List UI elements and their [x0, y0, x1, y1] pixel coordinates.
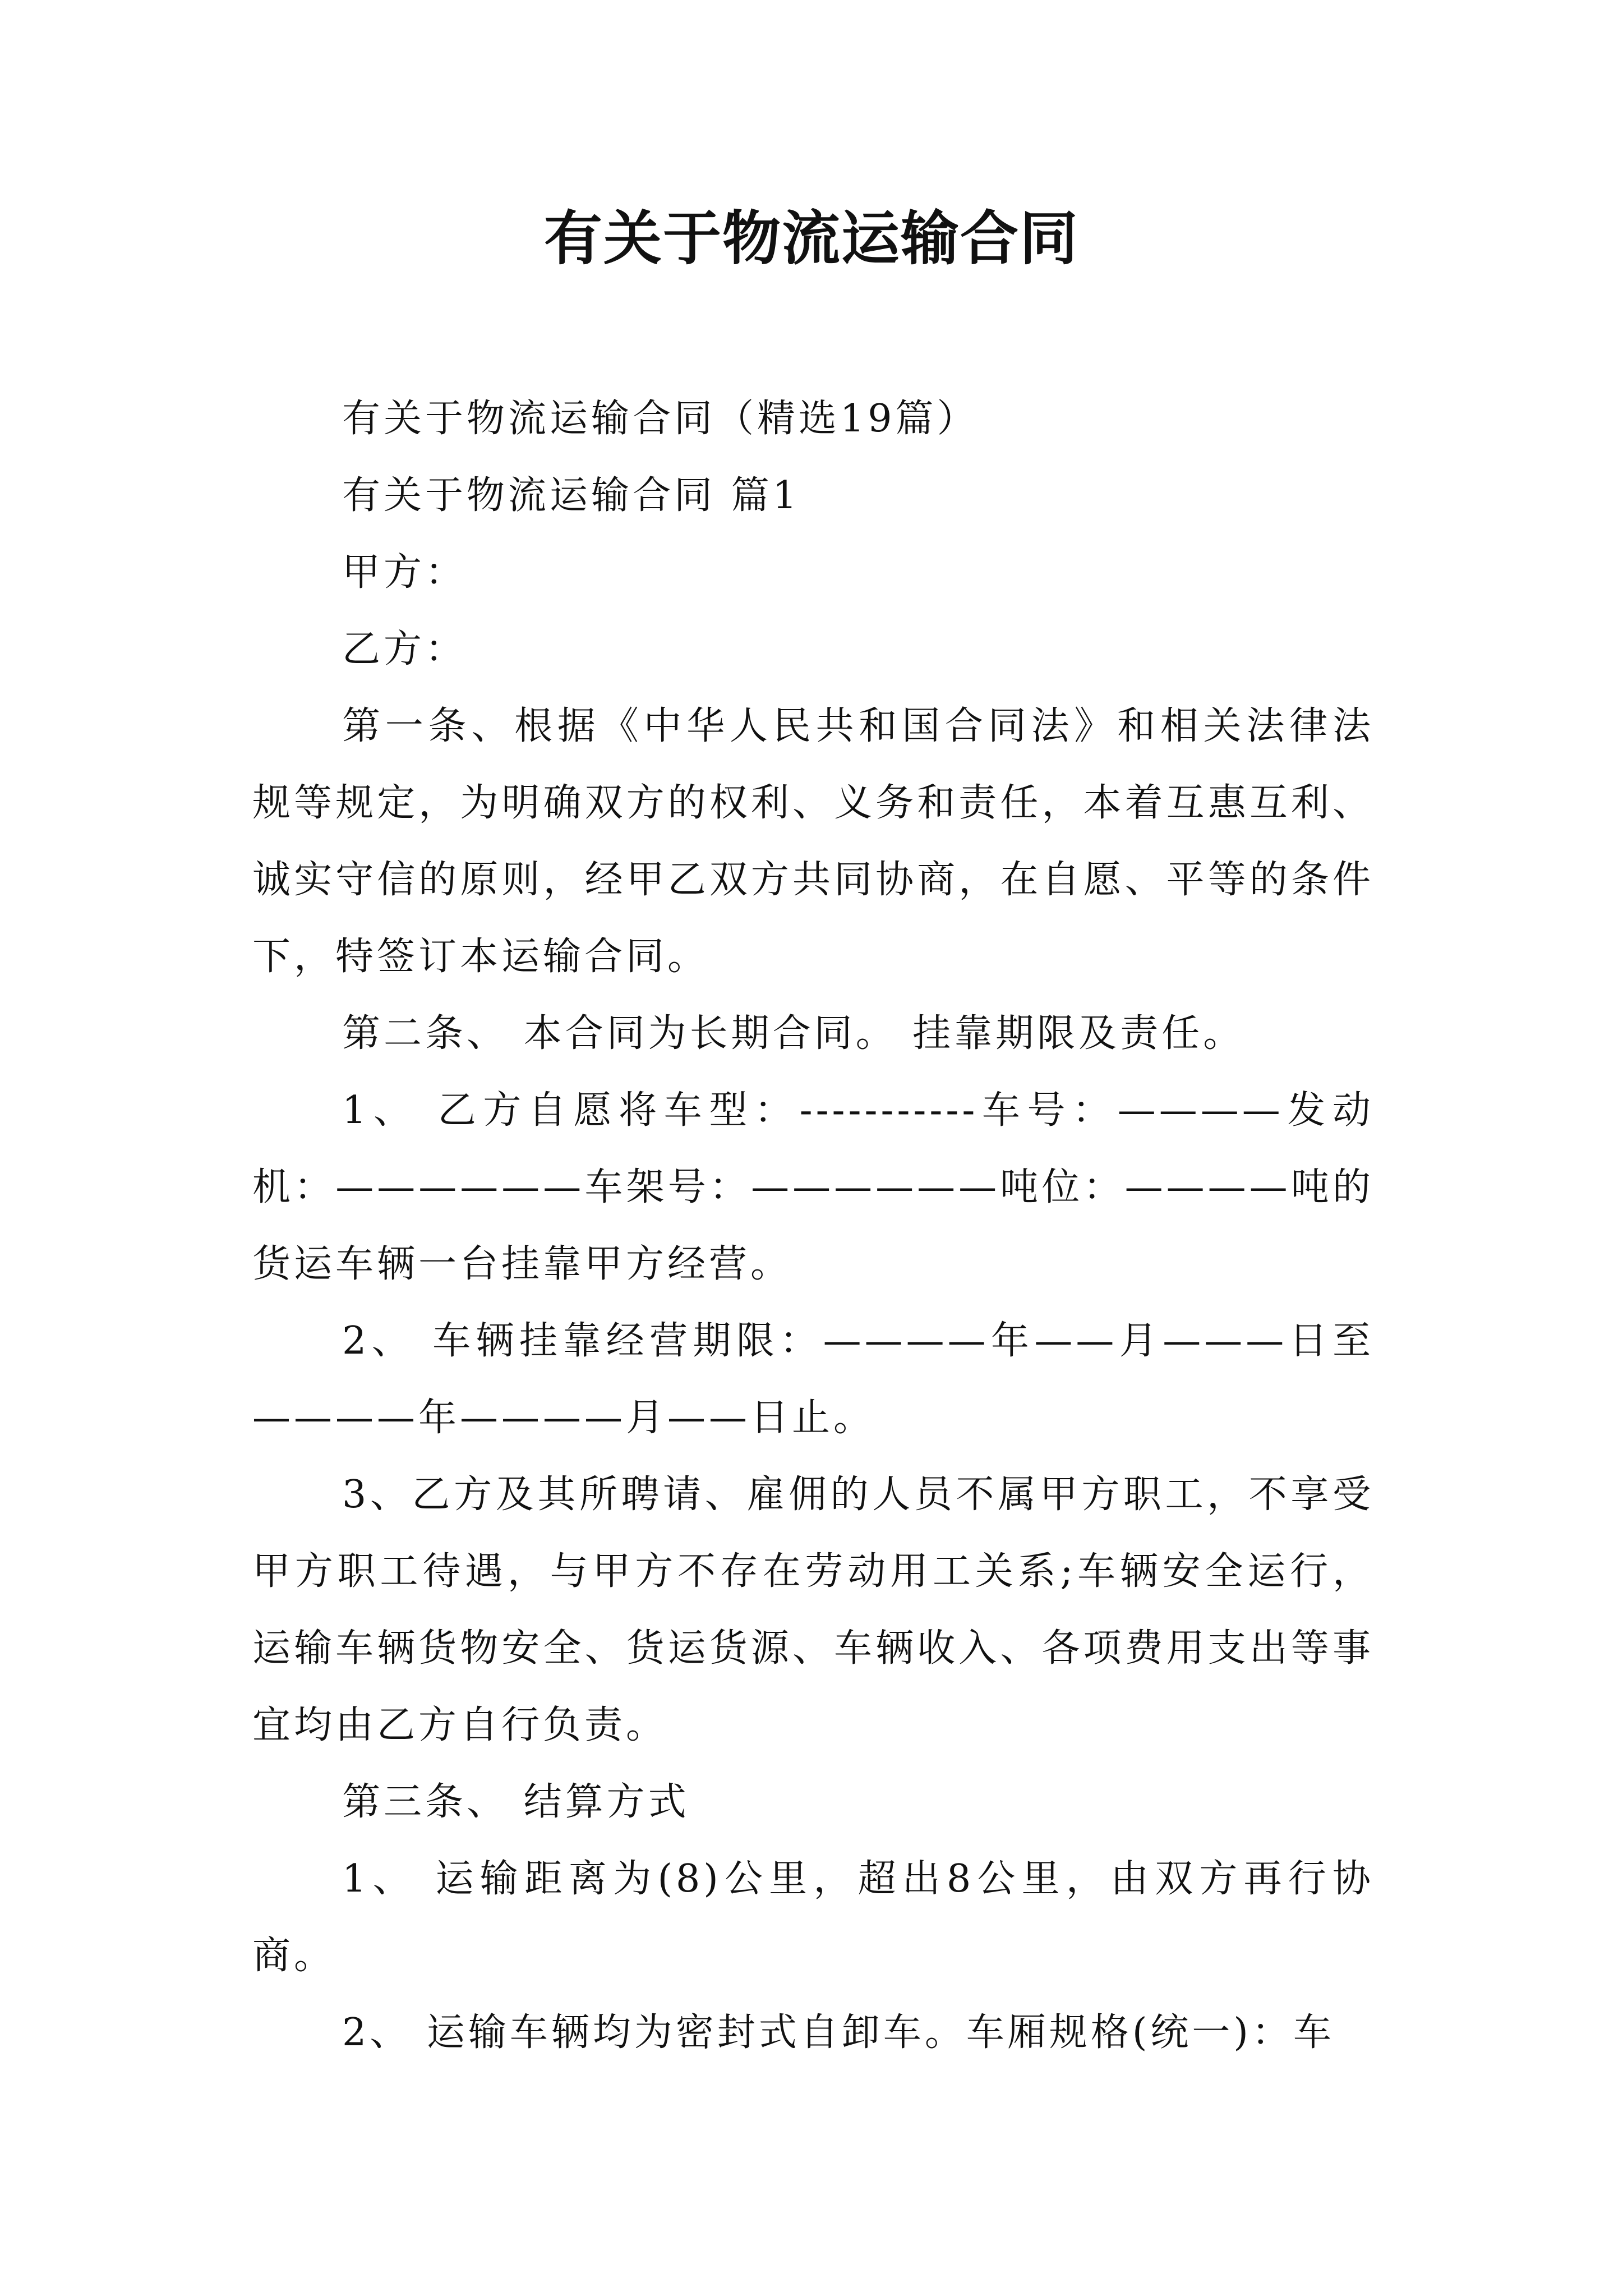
paragraph-subtitle: 有关于物流运输合同（精选19篇） [342, 397, 979, 441]
document-body [252, 380, 1374, 2071]
paragraph-article-3: 第三条、 结算方式 [342, 1780, 690, 1824]
paragraph-article-2-item-1: 1、 乙方自愿将车型：-----------车号：————发动机：——————车架号：——————吨位：————吨的货运车辆一台挂靠甲方经营。 [252, 1088, 1374, 1286]
document-title: 有关于物流运输合同 [543, 204, 1079, 273]
paragraph-article-3-item-1: 1、 运输距离为(8)公里，超出8公里，由双方再行协商。 [252, 1857, 1374, 1978]
paragraph-article-3-item-2: 2、 运输车辆均为密封式自卸车。车厢规格(统一)：车 [342, 2010, 1335, 2055]
paragraph-article-2: 第二条、 本合同为长期合同。 挂靠期限及责任。 [342, 1011, 1245, 1056]
paragraph-article-2-item-3: 3、乙方及其所聘请、雇佣的人员不属甲方职工，不享受甲方职工待遇，与甲方不存在劳动用工关系;车辆安全运行，运输车辆货物安全、货运货源、车辆收入、各项费用支出等事宜均由乙方自行负责。 [252, 1473, 1374, 1747]
paragraph-section-heading: 有关于物流运输合同 篇1 [342, 473, 800, 518]
paragraph-article-2-item-2: 2、 车辆挂靠经营期限：————年——月———日至————年————月——日止。 [252, 1319, 1374, 1440]
paragraph-party-a: 甲方： [342, 550, 467, 595]
paragraph-party-b: 乙方： [342, 627, 467, 671]
paragraph-article-1: 第一条、根据《中华人民共和国合同法》和相关法律法规等规定，为明确双方的权利、义务和责任，本着互惠互利、诚实守信的原则，经甲乙双方共同协商，在自愿、平等的条件下，特签订本运输合同。 [252, 704, 1374, 979]
